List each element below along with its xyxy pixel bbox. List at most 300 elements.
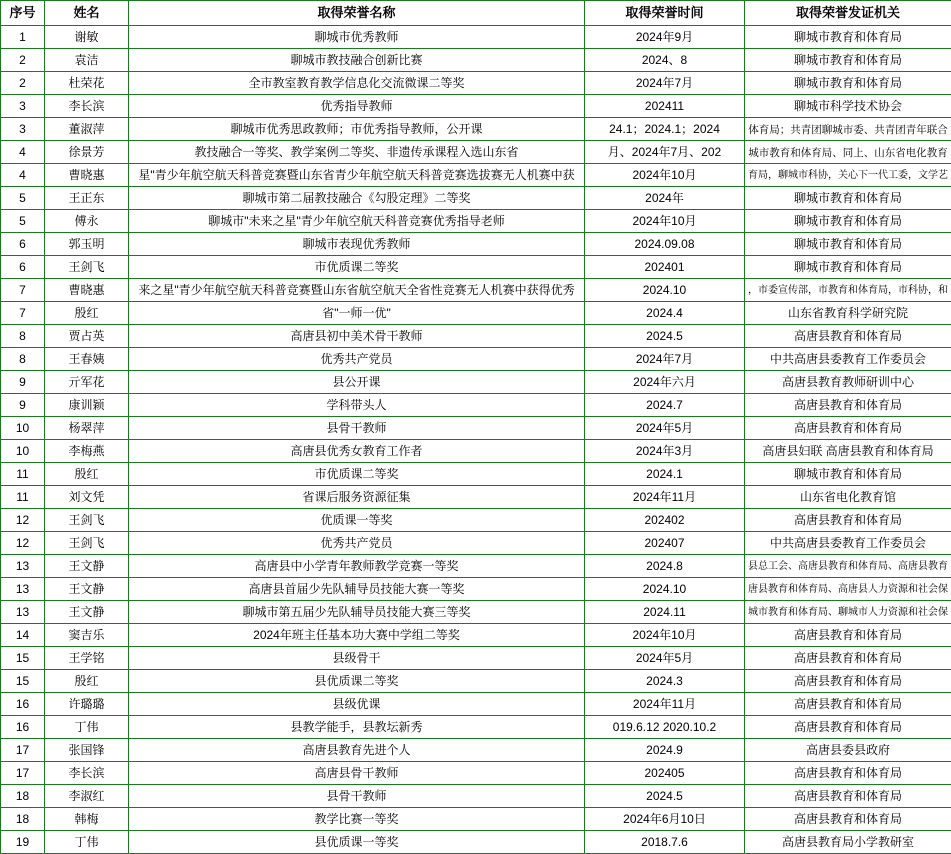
cell-sequence[interactable] [1, 532, 45, 555]
cell-name-text: 王文静 [68, 582, 104, 596]
cell-honor-name[interactable] [129, 371, 585, 394]
cell-name[interactable] [45, 210, 129, 233]
cell-issuing-authority[interactable] [745, 72, 951, 95]
cell-issuing-authority[interactable] [745, 141, 951, 164]
cell-issuing-authority[interactable] [745, 371, 951, 394]
cell-honor-time[interactable] [585, 463, 745, 486]
cell-honor-time[interactable] [585, 509, 745, 532]
cell-honor-name-text: 来之星"青少年航空航天科普竞赛暨山东省航空航天全省性竞赛无人机赛中获得优秀 [138, 280, 574, 300]
table-row[interactable] [1, 739, 951, 762]
cell-name[interactable] [45, 693, 129, 716]
cell-honor-name-text: 聊城市第五届少先队辅导员技能大赛三等奖 [242, 602, 470, 622]
cell-sequence[interactable] [1, 670, 45, 693]
cell-honor-time[interactable] [585, 256, 745, 279]
cell-issuing-authority-text: 高唐县教育和体育局 [794, 418, 902, 438]
table-row[interactable] [1, 785, 951, 808]
cell-sequence-text: 13 [16, 582, 29, 596]
cell-sequence-text: 10 [16, 421, 29, 435]
cell-issuing-authority[interactable] [745, 532, 951, 555]
cell-name[interactable] [45, 440, 129, 463]
cell-honor-name[interactable] [129, 808, 585, 831]
cell-issuing-authority[interactable] [745, 716, 951, 739]
cell-issuing-authority[interactable] [745, 555, 951, 578]
cell-honor-time[interactable] [585, 233, 745, 256]
cell-name[interactable] [45, 394, 129, 417]
cell-sequence[interactable] [1, 348, 45, 371]
cell-honor-name[interactable] [129, 509, 585, 532]
cell-issuing-authority[interactable] [745, 670, 951, 693]
cell-name[interactable] [45, 808, 129, 831]
cell-issuing-authority[interactable] [745, 417, 951, 440]
cell-honor-name[interactable] [129, 210, 585, 233]
cell-name[interactable] [45, 279, 129, 302]
cell-honor-name[interactable] [129, 95, 585, 118]
cell-name[interactable] [45, 26, 129, 49]
table-row[interactable] [1, 716, 951, 739]
cell-issuing-authority[interactable] [745, 348, 951, 371]
table-row[interactable] [1, 555, 951, 578]
cell-honor-name-text: 高唐县教育先进个人 [302, 740, 410, 760]
cell-honor-name[interactable] [129, 670, 585, 693]
cell-honor-name[interactable] [129, 440, 585, 463]
cell-honor-time[interactable] [585, 72, 745, 95]
cell-honor-time[interactable] [585, 808, 745, 831]
cell-honor-time[interactable] [585, 647, 745, 670]
cell-honor-time[interactable] [585, 486, 745, 509]
cell-honor-name[interactable] [129, 624, 585, 647]
cell-issuing-authority-text: 聊城市教育和体育局 [794, 257, 902, 277]
cell-honor-time[interactable] [585, 716, 745, 739]
cell-honor-time[interactable] [585, 785, 745, 808]
table-row[interactable] [1, 440, 951, 463]
cell-honor-time[interactable] [585, 693, 745, 716]
cell-honor-name[interactable] [129, 578, 585, 601]
cell-honor-name[interactable] [129, 647, 585, 670]
cell-honor-name[interactable] [129, 394, 585, 417]
cell-name[interactable] [45, 325, 129, 348]
cell-sequence[interactable] [1, 693, 45, 716]
cell-honor-time[interactable] [585, 164, 745, 187]
cell-honor-time[interactable] [585, 49, 745, 72]
cell-issuing-authority-text: 城市教育和体育局、同上、山东省电化教育 [748, 143, 948, 163]
cell-name-text: 曹晓惠 [68, 283, 104, 297]
cell-honor-time[interactable] [585, 348, 745, 371]
cell-honor-name[interactable] [129, 785, 585, 808]
cell-honor-name[interactable] [129, 302, 585, 325]
cell-honor-name-text: 优秀共产党员 [320, 533, 392, 553]
cell-name-text: 王文静 [68, 605, 104, 619]
table-row[interactable] [1, 808, 951, 831]
cell-issuing-authority[interactable] [745, 601, 951, 624]
cell-honor-time[interactable] [585, 187, 745, 210]
cell-honor-name[interactable] [129, 49, 585, 72]
cell-sequence[interactable] [1, 210, 45, 233]
cell-honor-time[interactable] [585, 302, 745, 325]
cell-honor-name-text: 县优质课一等奖 [314, 832, 398, 852]
cell-issuing-authority[interactable] [745, 624, 951, 647]
cell-honor-time[interactable] [585, 440, 745, 463]
cell-honor-time[interactable] [585, 95, 745, 118]
cell-honor-time[interactable] [585, 371, 745, 394]
cell-sequence[interactable] [1, 647, 45, 670]
cell-honor-name-text: 聊城市第二届教技融合《勾股定理》二等奖 [242, 188, 470, 208]
cell-honor-name-text: 优质课一等奖 [320, 510, 392, 530]
cell-name[interactable] [45, 118, 129, 141]
cell-sequence-text: 11 [16, 490, 28, 504]
cell-sequence[interactable] [1, 440, 45, 463]
cell-name[interactable] [45, 141, 129, 164]
column-header-honor: 取得荣誉名称 [129, 1, 585, 26]
cell-name[interactable] [45, 509, 129, 532]
cell-name-text: 杜荣花 [68, 76, 104, 90]
cell-honor-name-text: 聊城市优秀思政教师；市优秀指导教师，公开课 [230, 119, 482, 139]
cell-honor-time-text: 2024年 [645, 188, 684, 208]
cell-honor-time[interactable] [585, 118, 745, 141]
table-row[interactable] [1, 831, 951, 854]
cell-sequence[interactable] [1, 141, 45, 164]
cell-issuing-authority[interactable] [745, 693, 951, 716]
cell-issuing-authority[interactable] [745, 210, 951, 233]
cell-name-text: 窦吉乐 [68, 628, 104, 642]
cell-honor-name-text: 县优质课二等奖 [314, 671, 398, 691]
cell-honor-name[interactable] [129, 831, 585, 854]
cell-name[interactable] [45, 716, 129, 739]
table-row[interactable] [1, 49, 951, 72]
cell-sequence[interactable] [1, 762, 45, 785]
cell-honor-name-text: 县级骨干 [332, 648, 380, 668]
cell-issuing-authority[interactable] [745, 164, 951, 187]
table-row[interactable] [1, 417, 951, 440]
table-row[interactable] [1, 601, 951, 624]
cell-sequence[interactable] [1, 578, 45, 601]
cell-sequence-text: 1 [19, 30, 26, 44]
cell-sequence-text: 13 [16, 559, 29, 573]
table-row[interactable] [1, 325, 951, 348]
cell-issuing-authority[interactable] [745, 463, 951, 486]
cell-name-text: 李淑红 [68, 789, 104, 803]
cell-name[interactable] [45, 371, 129, 394]
cell-honor-time[interactable] [585, 624, 745, 647]
cell-honor-time[interactable] [585, 394, 745, 417]
cell-honor-name[interactable] [129, 716, 585, 739]
cell-honor-name-text: 高唐县首届少先队辅导员技能大赛一等奖 [248, 579, 464, 599]
cell-name[interactable] [45, 463, 129, 486]
cell-honor-name[interactable] [129, 555, 585, 578]
cell-honor-name-text: 聊城市优秀教师 [314, 27, 398, 47]
cell-honor-name-text: 高唐县优秀女教育工作者 [290, 441, 422, 461]
cell-honor-name[interactable] [129, 279, 585, 302]
cell-honor-time[interactable] [585, 739, 745, 762]
cell-issuing-authority[interactable] [745, 808, 951, 831]
table-row[interactable] [1, 72, 951, 95]
cell-name-text: 李长滨 [68, 99, 104, 113]
cell-honor-name[interactable] [129, 348, 585, 371]
cell-honor-time[interactable] [585, 210, 745, 233]
table-row[interactable] [1, 302, 951, 325]
cell-issuing-authority[interactable] [745, 49, 951, 72]
cell-name-text: 曹晓惠 [68, 168, 104, 182]
cell-sequence-text: 14 [16, 628, 29, 642]
cell-sequence[interactable] [1, 417, 45, 440]
cell-honor-name[interactable] [129, 164, 585, 187]
cell-sequence-text: 5 [19, 214, 26, 228]
cell-honor-name[interactable] [129, 26, 585, 49]
cell-sequence-text: 8 [19, 352, 26, 366]
table-row[interactable] [1, 509, 951, 532]
cell-honor-time-text: 202407 [644, 533, 684, 553]
cell-name[interactable] [45, 624, 129, 647]
cell-honor-time-text: 2024.8 [646, 556, 683, 576]
cell-sequence[interactable] [1, 716, 45, 739]
cell-honor-time[interactable] [585, 601, 745, 624]
cell-name-text: 王春姨 [68, 352, 104, 366]
cell-name[interactable] [45, 762, 129, 785]
cell-honor-name[interactable] [129, 72, 585, 95]
cell-honor-name[interactable] [129, 141, 585, 164]
cell-issuing-authority[interactable] [745, 785, 951, 808]
cell-honor-time[interactable] [585, 532, 745, 555]
cell-honor-name-text: 全市教室教育教学信息化交流微课二等奖 [248, 73, 464, 93]
cell-honor-time-text: 2024.9 [646, 740, 683, 760]
cell-name-text: 徐景芳 [68, 145, 104, 159]
table-row[interactable] [1, 164, 951, 187]
cell-sequence[interactable] [1, 49, 45, 72]
cell-name-text: 王学铭 [68, 651, 104, 665]
cell-honor-name-text: 省课后服务资源征集 [302, 487, 410, 507]
table-row[interactable] [1, 233, 951, 256]
cell-honor-time[interactable] [585, 141, 745, 164]
table-row[interactable] [1, 26, 951, 49]
cell-honor-time[interactable] [585, 831, 745, 854]
cell-issuing-authority-text: 高唐县教育教师研训中心 [782, 372, 914, 392]
cell-name[interactable] [45, 164, 129, 187]
cell-honor-name[interactable] [129, 601, 585, 624]
cell-issuing-authority-text: 县总工会、高唐县教育和体育局、高唐县教育 [748, 557, 948, 577]
cell-sequence[interactable] [1, 164, 45, 187]
cell-sequence[interactable] [1, 118, 45, 141]
cell-name[interactable] [45, 670, 129, 693]
cell-honor-time-text: 2024.11 [643, 602, 686, 622]
cell-sequence-text: 9 [19, 375, 26, 389]
table-row[interactable] [1, 95, 951, 118]
table-row[interactable] [1, 670, 951, 693]
cell-honor-time-text: 2024.10 [643, 280, 686, 300]
cell-sequence-text: 2 [19, 53, 26, 67]
cell-sequence[interactable] [1, 463, 45, 486]
cell-honor-time[interactable] [585, 670, 745, 693]
table-row[interactable] [1, 187, 951, 210]
cell-issuing-authority[interactable] [745, 509, 951, 532]
cell-name[interactable] [45, 95, 129, 118]
cell-issuing-authority[interactable] [745, 486, 951, 509]
cell-honor-time-text: 2024年6月10日 [623, 809, 706, 829]
cell-sequence[interactable] [1, 26, 45, 49]
cell-name[interactable] [45, 49, 129, 72]
cell-issuing-authority[interactable] [745, 233, 951, 256]
cell-name-text: 张国锋 [68, 743, 104, 757]
cell-issuing-authority-text: 高唐县教育和体育局 [794, 717, 902, 737]
table-row[interactable] [1, 463, 951, 486]
cell-honor-name[interactable] [129, 256, 585, 279]
cell-issuing-authority-text: 聊城市教育和体育局 [794, 188, 902, 208]
cell-sequence[interactable] [1, 739, 45, 762]
cell-issuing-authority[interactable] [745, 95, 951, 118]
cell-issuing-authority-text: 山东省电化教育馆 [800, 487, 896, 507]
cell-sequence[interactable] [1, 831, 45, 854]
table-row[interactable] [1, 762, 951, 785]
cell-issuing-authority[interactable] [745, 831, 951, 854]
cell-name[interactable] [45, 578, 129, 601]
cell-issuing-authority[interactable] [745, 647, 951, 670]
cell-sequence-text: 12 [16, 536, 29, 550]
cell-sequence-text: 17 [16, 766, 29, 780]
cell-name[interactable] [45, 555, 129, 578]
column-header-name: 姓名 [45, 1, 129, 26]
cell-honor-name-text: 聊城市"未来之星"青少年航空航天科普竞赛优秀指导老师 [208, 211, 505, 231]
cell-issuing-authority[interactable] [745, 325, 951, 348]
cell-issuing-authority[interactable] [745, 440, 951, 463]
table-row[interactable] [1, 394, 951, 417]
cell-sequence[interactable] [1, 486, 45, 509]
table-row[interactable] [1, 348, 951, 371]
cell-issuing-authority-text: 聊城市教育和体育局 [794, 211, 902, 231]
cell-honor-time-text: 2024.5 [646, 786, 683, 806]
cell-honor-time-text: 2024年3月 [636, 441, 693, 461]
cell-honor-time[interactable] [585, 555, 745, 578]
cell-issuing-authority-text: 聊城市教育和体育局 [794, 234, 902, 254]
table-row[interactable] [1, 532, 951, 555]
cell-honor-time-text: 2024.7 [646, 395, 683, 415]
cell-name-text: 贾占英 [68, 329, 104, 343]
cell-name-text: 董淑萍 [68, 122, 104, 136]
table-body [1, 26, 951, 854]
cell-issuing-authority[interactable] [745, 26, 951, 49]
cell-sequence-text: 16 [16, 697, 29, 711]
cell-name[interactable] [45, 256, 129, 279]
cell-sequence[interactable] [1, 371, 45, 394]
cell-issuing-authority-text: 高唐县教育和体育局 [794, 809, 902, 829]
cell-name[interactable] [45, 785, 129, 808]
cell-honor-name[interactable] [129, 463, 585, 486]
cell-name[interactable] [45, 831, 129, 854]
cell-honor-time[interactable] [585, 578, 745, 601]
table-row[interactable] [1, 624, 951, 647]
cell-honor-name-text: 高唐县骨干教师 [314, 763, 398, 783]
cell-honor-name[interactable] [129, 118, 585, 141]
cell-name[interactable] [45, 601, 129, 624]
cell-name-text: 杨翠萍 [68, 421, 104, 435]
cell-honor-name[interactable] [129, 233, 585, 256]
cell-name[interactable] [45, 486, 129, 509]
cell-sequence[interactable] [1, 187, 45, 210]
table-row[interactable] [1, 256, 951, 279]
cell-honor-name[interactable] [129, 532, 585, 555]
cell-sequence[interactable] [1, 808, 45, 831]
cell-sequence[interactable] [1, 256, 45, 279]
cell-sequence[interactable] [1, 279, 45, 302]
cell-honor-time-text: 2024.10 [643, 579, 686, 599]
cell-honor-time[interactable] [585, 325, 745, 348]
cell-name[interactable] [45, 302, 129, 325]
cell-name-text: 刘文凭 [68, 490, 104, 504]
cell-name-text: 李梅燕 [68, 444, 104, 458]
cell-sequence[interactable] [1, 325, 45, 348]
cell-issuing-authority-text: 聊城市教育和体育局 [794, 464, 902, 484]
cell-honor-time-text: 2024.09.08 [634, 234, 694, 254]
cell-sequence[interactable] [1, 233, 45, 256]
cell-sequence[interactable] [1, 72, 45, 95]
table-row[interactable] [1, 371, 951, 394]
cell-honor-time-text: 202411 [645, 96, 684, 116]
cell-issuing-authority[interactable] [745, 739, 951, 762]
cell-honor-name[interactable] [129, 762, 585, 785]
cell-name[interactable] [45, 647, 129, 670]
cell-honor-time[interactable] [585, 762, 745, 785]
cell-honor-time[interactable] [585, 279, 745, 302]
cell-sequence-text: 8 [19, 329, 26, 343]
table-row[interactable] [1, 141, 951, 164]
cell-honor-time[interactable] [585, 26, 745, 49]
cell-issuing-authority[interactable] [745, 394, 951, 417]
cell-name[interactable] [45, 187, 129, 210]
table-row[interactable] [1, 647, 951, 670]
cell-sequence[interactable] [1, 509, 45, 532]
cell-honor-name[interactable] [129, 417, 585, 440]
cell-honor-name[interactable] [129, 486, 585, 509]
cell-sequence-text: 15 [16, 651, 29, 665]
cell-sequence[interactable] [1, 785, 45, 808]
cell-name[interactable] [45, 348, 129, 371]
cell-issuing-authority[interactable] [745, 578, 951, 601]
cell-sequence[interactable] [1, 601, 45, 624]
cell-issuing-authority[interactable] [745, 187, 951, 210]
cell-issuing-authority-text: 聊城市教育和体育局 [794, 73, 902, 93]
table-row[interactable] [1, 118, 951, 141]
table-row[interactable] [1, 693, 951, 716]
cell-honor-time[interactable] [585, 417, 745, 440]
cell-sequence[interactable] [1, 624, 45, 647]
cell-name[interactable] [45, 532, 129, 555]
cell-honor-time-text: 2024年11月 [633, 694, 696, 714]
cell-sequence[interactable] [1, 302, 45, 325]
table-row[interactable] [1, 210, 951, 233]
cell-issuing-authority[interactable] [745, 118, 951, 141]
cell-sequence-text: 4 [19, 145, 26, 159]
table-row[interactable] [1, 486, 951, 509]
cell-name[interactable] [45, 72, 129, 95]
cell-issuing-authority[interactable] [745, 302, 951, 325]
cell-issuing-authority[interactable] [745, 256, 951, 279]
cell-name[interactable] [45, 739, 129, 762]
cell-sequence[interactable] [1, 95, 45, 118]
cell-sequence[interactable] [1, 555, 45, 578]
cell-sequence[interactable] [1, 394, 45, 417]
cell-name-text: 郭玉明 [68, 237, 104, 251]
cell-honor-name-text: 教技融合一等奖、教学案例二等奖、非遗传承课程入选山东省 [194, 142, 518, 162]
cell-issuing-authority[interactable] [745, 762, 951, 785]
table-row[interactable] [1, 279, 951, 302]
table-row[interactable] [1, 578, 951, 601]
cell-honor-name[interactable] [129, 739, 585, 762]
cell-honor-time-text: 2024.1 [646, 464, 683, 484]
cell-honor-name[interactable] [129, 187, 585, 210]
cell-name[interactable] [45, 417, 129, 440]
cell-name[interactable] [45, 233, 129, 256]
cell-honor-name[interactable] [129, 693, 585, 716]
cell-name-text: 王剑飞 [68, 513, 104, 527]
cell-issuing-authority[interactable] [745, 279, 951, 302]
cell-honor-name[interactable] [129, 325, 585, 348]
